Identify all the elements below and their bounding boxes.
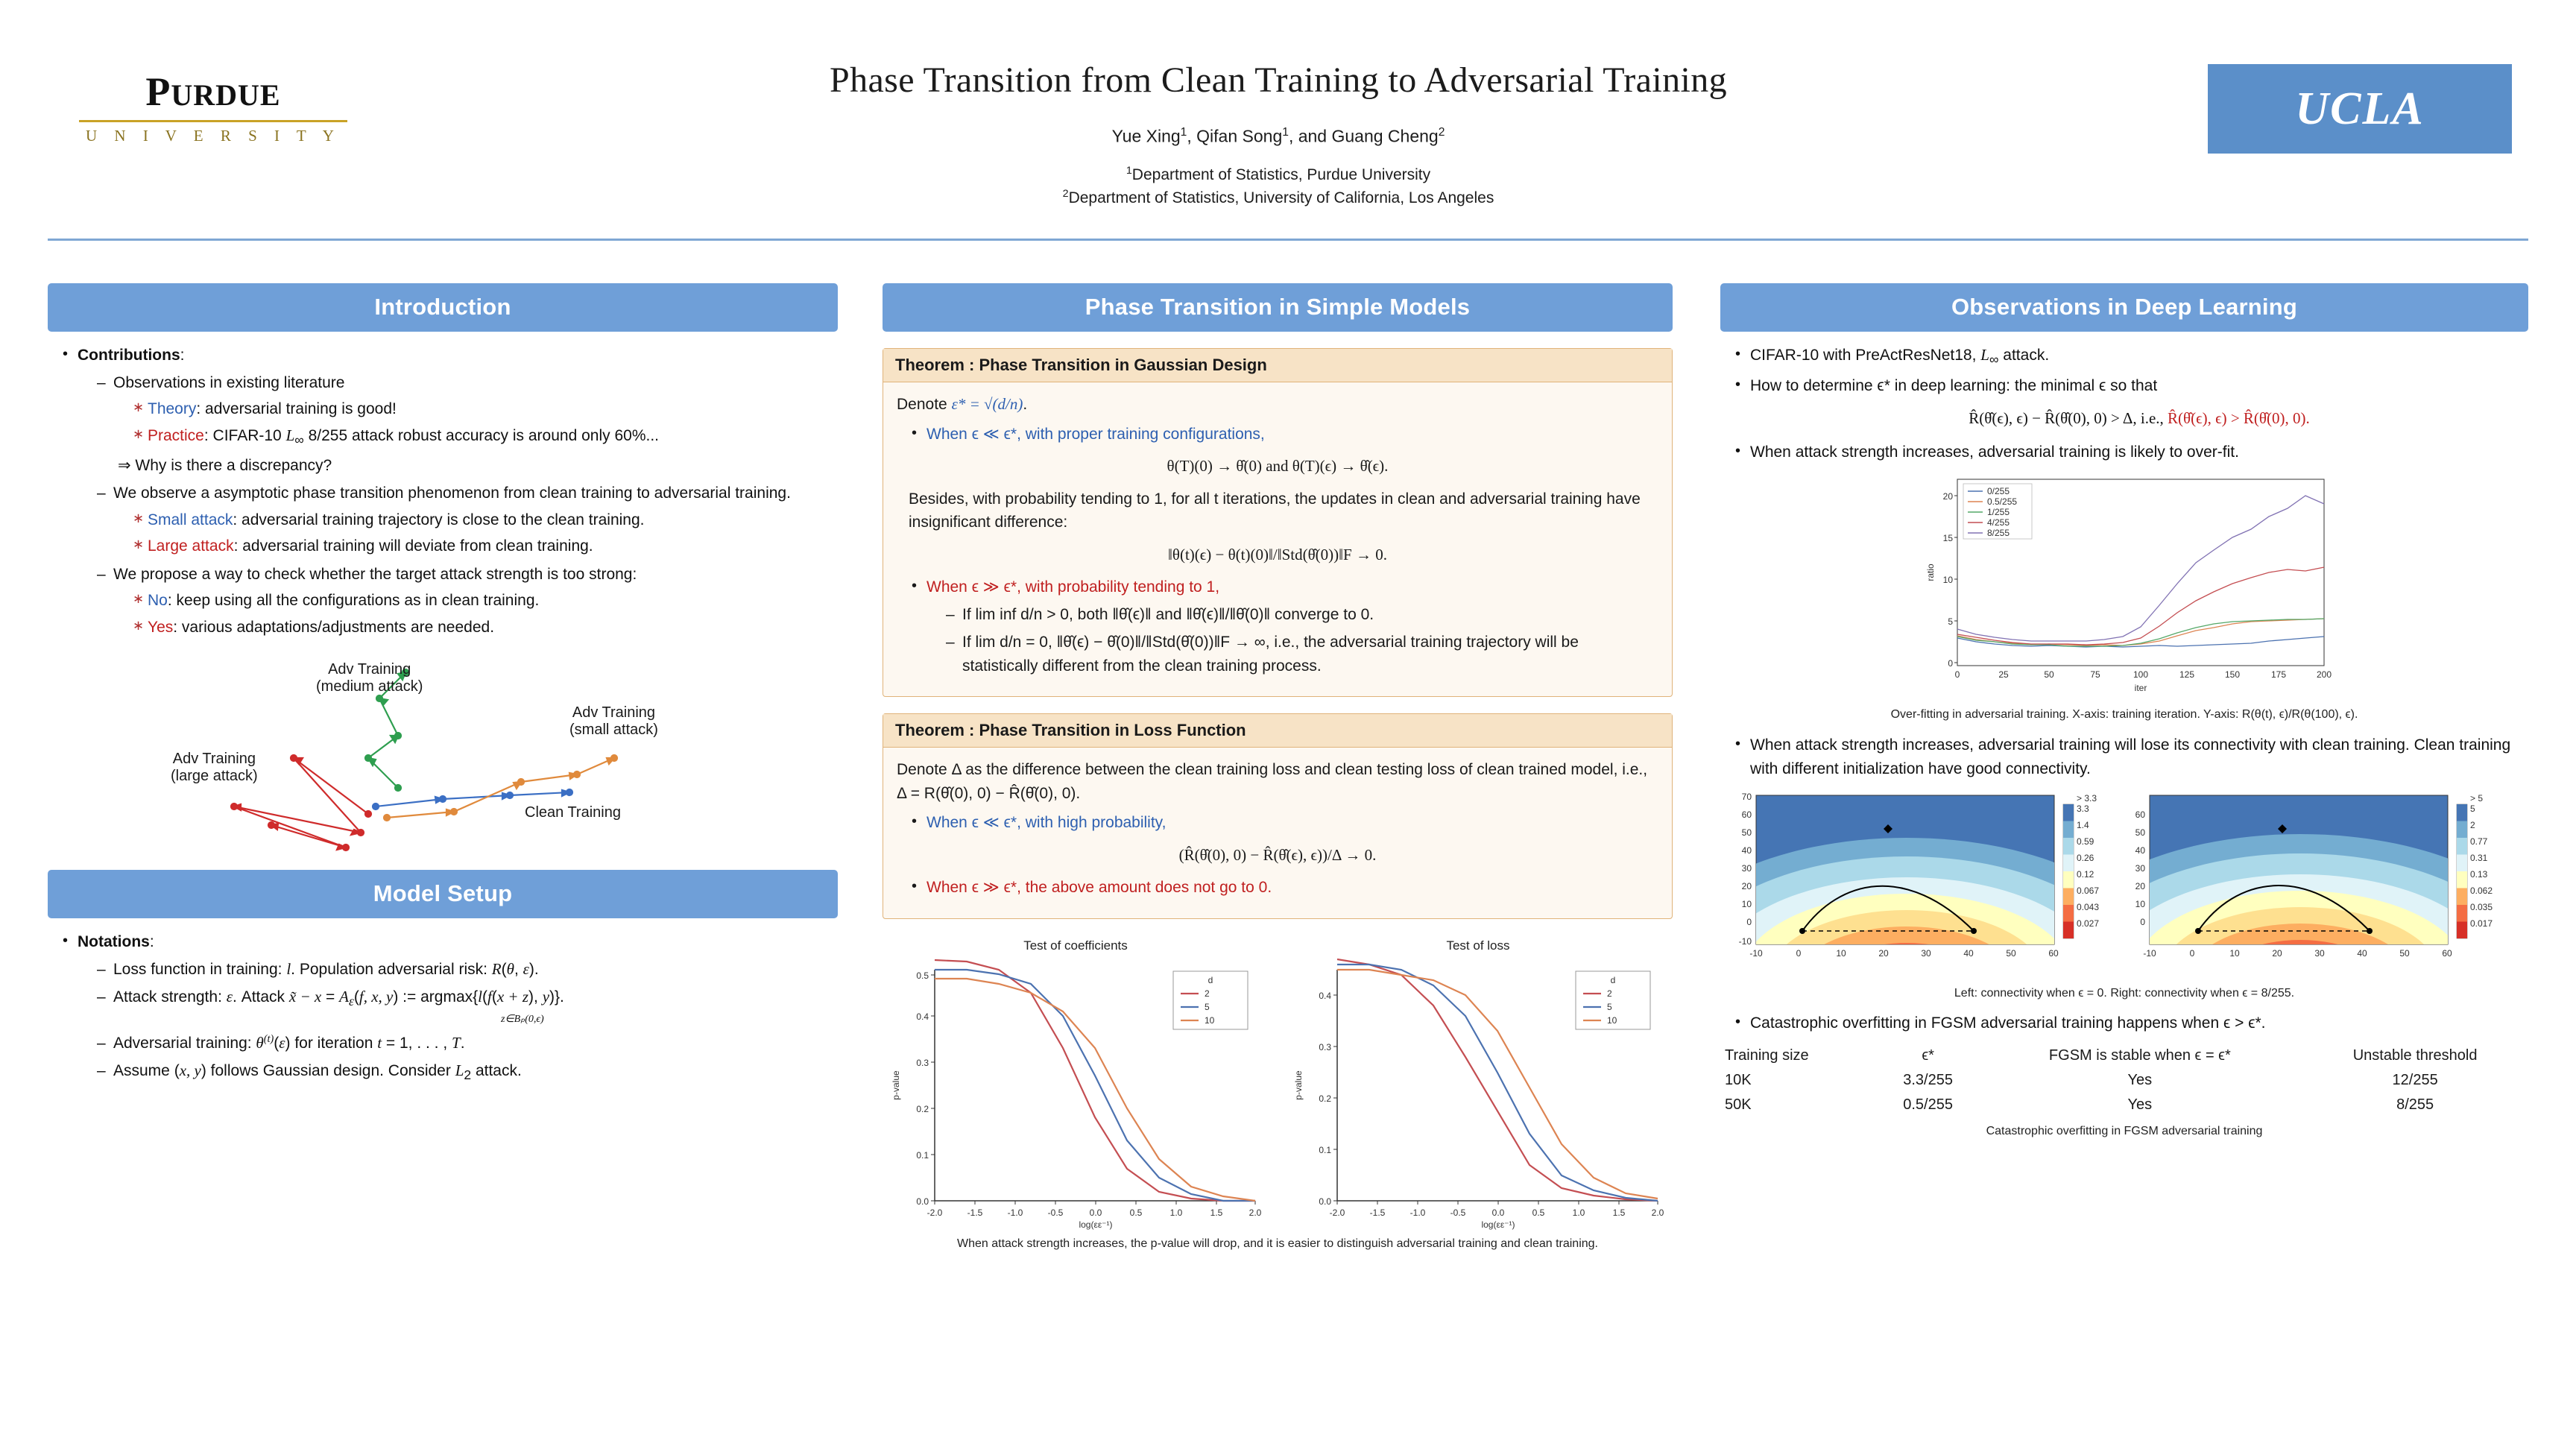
theorem-loss-heading: Theorem : Phase Transition in Loss Function: [883, 714, 1672, 748]
chart-loss-legend-title: d: [1610, 974, 1616, 985]
catastrophic-bullet: [1720, 1011, 2528, 1035]
no-text: : keep using all the configurations as in clean training.: [167, 592, 540, 610]
chart-overfitting-svg: [1720, 473, 2528, 697]
section-title-deep-learning: Observations in Deep Learning: [1720, 283, 2528, 332]
svg-text:5: 5: [1205, 1001, 1210, 1012]
svg-text:-10: -10: [2143, 948, 2156, 959]
svg-text:40: 40: [1963, 948, 1974, 959]
list-item: [912, 423, 1658, 446]
observations-label: Observations in existing literature: [113, 373, 345, 391]
table-header-row: [1720, 1044, 2528, 1068]
svg-text:0.1: 0.1: [1319, 1144, 1331, 1155]
list-item: – Loss function in training: l. Population adversarial risk: R(θ, ε).: [97, 958, 838, 982]
chart-overfitting-xlabel: iter: [2134, 682, 2147, 693]
svg-text:1.0: 1.0: [1169, 1207, 1183, 1218]
svg-text:30: 30: [2314, 948, 2325, 959]
column-right: [1720, 283, 2528, 1140]
svg-text:50: 50: [2044, 669, 2054, 680]
practice-text: : CIFAR-10 $L_\infty$ 8/255 attack robust accuracy is around only 60%...: [203, 426, 659, 447]
small-attack-text: : adversarial training trajectory is close to the clean training.: [233, 511, 645, 528]
contour-eps0-svg: [1720, 789, 2108, 976]
section-title-model-setup: Model Setup: [48, 870, 838, 918]
svg-text:175: 175: [2270, 669, 2287, 680]
svg-text:0.13: 0.13: [2470, 869, 2488, 880]
theorem1-denote: Denote ε* = √(d/n).: [897, 395, 1028, 413]
svg-text:-10: -10: [1749, 948, 1763, 959]
cell-eps-star: 0.5/255: [1903, 1096, 1953, 1114]
affiliations: [417, 163, 2139, 210]
list-item: [97, 482, 838, 558]
list-item: – Attack strength: ε. Attack x̃ − $x = A_\varepsilon(f$, x, y) := argmax{l(f(x + z), y)}. z∈Bₚ(0,ϵ): [97, 985, 838, 1026]
svg-text:1.5: 1.5: [1612, 1207, 1626, 1218]
chart-coefficients-svg: [883, 955, 1269, 1231]
svg-text:0.5/255: 0.5/255: [1987, 496, 2018, 507]
svg-text:125: 125: [2179, 669, 2195, 680]
svg-text:0.067: 0.067: [2077, 886, 2100, 897]
svg-text:0.017: 0.017: [2470, 918, 2493, 929]
svg-text:0.0: 0.0: [1089, 1207, 1102, 1218]
ucla-logo: [2208, 64, 2512, 154]
list-item: • When attack strength increases, adversarial training will lose its connectivity with clean training. Clean training with different initialization have good connectivity.: [1735, 733, 2528, 780]
svg-text:25: 25: [1998, 669, 2009, 680]
list-item: [133, 534, 838, 558]
chart-coefficients-ylabel: p-value: [891, 1070, 901, 1100]
trajectory-diagram: [48, 646, 838, 862]
svg-text:75: 75: [2090, 669, 2100, 680]
svg-text:0.59: 0.59: [2077, 836, 2094, 847]
svg-text:-1.0: -1.0: [1007, 1207, 1023, 1218]
list-item: [133, 508, 838, 532]
svg-text:1/255: 1/255: [1987, 506, 2010, 517]
large-attack-text: : adversarial training will deviate from clean training.: [233, 537, 593, 555]
table-row: [1720, 1093, 2528, 1117]
theorem-loss-function: [883, 713, 1673, 919]
svg-text:50: 50: [2399, 948, 2410, 959]
chart-coefficients-legend-title: d: [1208, 974, 1213, 985]
theorem-gaussian-body: [883, 382, 1672, 678]
pvalue-charts-caption: When attack strength increases, the p-value will drop, and it is easier to distinguish adversarial training and clean training.: [956, 1237, 1598, 1250]
svg-text:> 5: > 5: [2470, 793, 2484, 804]
cell-eps-star: 3.3/255: [1903, 1072, 1953, 1089]
cell-unstable-threshold: 8/255: [2396, 1096, 2434, 1114]
theorem2-denote: Denote Δ as the difference between the clean training loss and clean testing loss of clean trained model, i.e., Δ = R(θ̂(0), 0) − R̂(θ̂(0), 0).: [897, 761, 1648, 802]
svg-text:-2.0: -2.0: [1329, 1207, 1345, 1218]
svg-text:15: 15: [1942, 532, 1953, 543]
svg-text:0.3: 0.3: [1319, 1041, 1331, 1052]
svg-text:30: 30: [1741, 863, 1752, 874]
svg-text:0.3: 0.3: [916, 1057, 929, 1068]
purdue-subtitle: U N I V E R S I T Y: [86, 126, 341, 145]
svg-text:0.043: 0.043: [2077, 902, 2100, 913]
svg-text:30: 30: [1921, 948, 1931, 959]
list-item: • CIFAR-10 with PreActResNet18, $L_\infty$ attack.: [1735, 344, 2528, 369]
svg-text:0.5: 0.5: [1129, 1207, 1143, 1218]
svg-text:0.2: 0.2: [916, 1103, 929, 1114]
argmax-subscript: z∈Bₚ(0,ϵ): [501, 1013, 544, 1025]
svg-text:4/255: 4/255: [1987, 517, 2010, 528]
svg-text:2.0: 2.0: [1651, 1207, 1664, 1218]
author-list: Yue Xing$^1$, Qifan Song$^1$, and Guang Cheng$^2$: [1111, 126, 1445, 146]
svg-text:0: 0: [2189, 948, 2195, 959]
list-item: [1735, 374, 2528, 430]
list-item: – Assume (x, y) follows Gaussian design. Consider $L_2$ attack.: [97, 1059, 838, 1085]
th-unstable-threshold: Unstable threshold: [2352, 1047, 2478, 1064]
yes-label: Yes: [148, 618, 174, 636]
svg-text:40: 40: [1741, 845, 1752, 856]
ucla-wordmark: UCLA: [2295, 83, 2425, 134]
svg-text:0.12: 0.12: [2077, 869, 2094, 880]
cell-training-size: 10K: [1725, 1072, 1752, 1089]
svg-text:0.31: 0.31: [2470, 853, 2488, 864]
connectivity-bullet: [1720, 733, 2528, 780]
svg-text:100: 100: [2133, 669, 2149, 680]
svg-text:0: 0: [1746, 917, 1752, 928]
list-item: [133, 616, 838, 640]
svg-text:2.0: 2.0: [1248, 1207, 1262, 1218]
asymptotic-text: We observe a asymptotic phase transition phenomenon from clean training to adversarial training.: [113, 484, 791, 502]
purdue-wordmark: PURDUE: [145, 69, 281, 114]
svg-text:40: 40: [2357, 948, 2367, 959]
header-divider: [48, 239, 2528, 241]
cell-training-size: 50K: [1725, 1096, 1752, 1114]
svg-text:0.5: 0.5: [1532, 1207, 1545, 1218]
list-item: [133, 397, 838, 421]
svg-text:40: 40: [2135, 845, 2145, 856]
section-title-simple-models: Phase Transition in Simple Models: [883, 283, 1673, 332]
theory-text: : adversarial training is good!: [196, 400, 397, 417]
no-label: No: [148, 592, 168, 610]
svg-text:30: 30: [2135, 863, 2145, 874]
introduction-body: [48, 344, 838, 639]
svg-text:200: 200: [2316, 669, 2332, 680]
affiliation-1: $^1$Department of Statistics, Purdue University: [1126, 164, 1431, 183]
contour-eps-0: [1720, 789, 2108, 979]
overfitting-caption: Over-fitting in adversarial training. X-axis: training iteration. Y-axis: R(θ(t), ϵ)/R(θ(100), ϵ).: [1890, 707, 2358, 721]
contributions-label: Contributions: [78, 347, 180, 364]
svg-text:0.77: 0.77: [2470, 836, 2488, 847]
svg-text:0.062: 0.062: [2470, 886, 2493, 897]
svg-text:0.0: 0.0: [916, 1196, 929, 1207]
column-left: [48, 283, 838, 1090]
catastrophic-table: [1720, 1044, 2528, 1117]
theorem1-besides: Besides, with probability tending to 1, for all t iterations, the updates in clean and adversarial training have insignificant difference:: [909, 490, 1641, 531]
svg-text:0.035: 0.035: [2470, 902, 2493, 913]
list-item: [912, 811, 1658, 835]
svg-text:60: 60: [2135, 809, 2145, 821]
list-item: – Adversarial training: $\theta^{(t)}(\varepsilon)$ for iteration t = 1, . . . , T.: [97, 1032, 838, 1055]
svg-text:10: 10: [1741, 899, 1752, 910]
svg-text:0.26: 0.26: [2077, 853, 2094, 864]
svg-text:3.3: 3.3: [2077, 804, 2089, 815]
svg-text:-10: -10: [1738, 936, 1752, 947]
purdue-logo: [64, 66, 362, 148]
chart-overfitting: [1720, 473, 2528, 723]
svg-text:1.0: 1.0: [1572, 1207, 1585, 1218]
list-item: [133, 424, 838, 449]
svg-text:50: 50: [2135, 827, 2145, 839]
table-row: [1720, 1068, 2528, 1093]
svg-text:2: 2: [1205, 988, 1210, 999]
svg-text:5: 5: [2470, 804, 2475, 815]
svg-text:10: 10: [1607, 1014, 1617, 1026]
svg-text:10: 10: [2135, 899, 2145, 910]
cell-unstable-threshold: 12/255: [2392, 1072, 2438, 1089]
connectivity-figures: [1720, 789, 2528, 979]
purdue-divider: [79, 120, 347, 122]
deep-learning-body: [1720, 344, 2528, 464]
theorem1-when1: When ϵ ≪ ϵ*, with proper training configurations,: [926, 425, 1265, 443]
svg-text:0.1: 0.1: [916, 1149, 929, 1161]
propose-text: We propose a way to check whether the target attack strength is too strong:: [113, 565, 637, 583]
large-attack-label: Large attack: [148, 537, 234, 555]
svg-text:150: 150: [2224, 669, 2241, 680]
model-setup-body: [48, 930, 838, 1085]
contour-eps8-svg: [2120, 789, 2507, 976]
th-eps-star: ϵ*: [1922, 1047, 1934, 1064]
list-item: • When attack strength increases, adversarial training is likely to over-fit.: [1735, 441, 2528, 464]
svg-text:-1.0: -1.0: [1409, 1207, 1426, 1218]
label-clean-training: Clean Training: [525, 804, 621, 821]
column-middle: [883, 283, 1673, 1252]
svg-text:5: 5: [1607, 1001, 1612, 1012]
practice-label: Practice: [148, 426, 204, 444]
svg-text:-1.5: -1.5: [967, 1207, 983, 1218]
label-adv-large: Adv Training (large attack): [171, 751, 258, 785]
label-adv-medium: Adv Training (medium attack): [316, 661, 423, 695]
svg-text:0.4: 0.4: [916, 1011, 929, 1022]
svg-text:0.0: 0.0: [1491, 1207, 1505, 1218]
theorem-loss-body: [883, 748, 1672, 900]
svg-text:50: 50: [2006, 948, 2016, 959]
theorem-gaussian-heading: Theorem : Phase Transition in Gaussian Design: [883, 349, 1672, 382]
poster-header: [0, 0, 2576, 240]
small-attack-label: Small attack: [148, 511, 233, 528]
list-item: [97, 371, 838, 478]
chart-coefficients-xlabel: log(εε⁻¹): [1079, 1219, 1113, 1230]
list-item: – If lim inf d/n > 0, both ‖θ̂(ϵ)‖ and ‖θ̂(ϵ)‖/‖θ̂(0)‖ converge to 0.: [946, 603, 1658, 627]
yes-text: : various adaptations/adjustments are needed.: [173, 618, 495, 636]
svg-text:0: 0: [1954, 669, 1960, 680]
pvalue-charts: [883, 938, 1673, 1234]
cell-fgsm-stable: Yes: [2127, 1072, 2153, 1089]
trajectory-svg: [48, 646, 838, 862]
svg-text:60: 60: [2048, 948, 2059, 959]
theorem1-eq2: ‖θ(t)(ϵ) − θ(t)(0)‖/‖Std(θ̂(0))‖F → 0.: [1168, 545, 1387, 564]
svg-text:> 3.3: > 3.3: [2077, 793, 2097, 804]
list-item: [912, 575, 1658, 678]
svg-text:10: 10: [1942, 574, 1953, 585]
svg-text:0: 0: [2140, 917, 2145, 928]
label-adv-small: Adv Training (small attack): [569, 704, 658, 739]
svg-text:0.2: 0.2: [1319, 1093, 1331, 1104]
connectivity-caption: Left: connectivity when ϵ = 0. Right: connectivity when ϵ = 8/255.: [1954, 987, 2295, 1000]
notations-label: Notations: [78, 933, 150, 951]
page-title: Phase Transition from Clean Training to Adversarial Training: [829, 60, 1728, 100]
discrepancy-line: ⇒ Why is there a discrepancy?: [118, 456, 332, 474]
svg-text:0.5: 0.5: [916, 970, 929, 981]
svg-text:8/255: 8/255: [1987, 527, 2010, 538]
contour-eps0-colorbar: [2063, 793, 2099, 938]
svg-text:70: 70: [1741, 792, 1752, 803]
svg-text:20: 20: [1741, 881, 1752, 892]
chart-overfitting-ylabel: ratio: [1925, 564, 1936, 581]
chart-title-coefficients: Test of coefficients: [1023, 938, 1128, 953]
list-item: [133, 589, 838, 613]
svg-text:20: 20: [1878, 948, 1889, 959]
svg-text:20: 20: [2135, 881, 2145, 892]
chart-test-of-loss: [1285, 938, 1671, 1234]
svg-text:2: 2: [2470, 820, 2475, 831]
svg-text:10: 10: [1205, 1014, 1215, 1026]
chart-loss-ylabel: p-value: [1293, 1070, 1304, 1100]
cell-fgsm-stable: Yes: [2127, 1096, 2153, 1114]
title-block: [417, 60, 2139, 210]
svg-text:0.4: 0.4: [1319, 990, 1331, 1001]
svg-text:0.0: 0.0: [1319, 1196, 1331, 1207]
theorem2-when2: When ϵ ≫ ϵ*, the above amount does not go to 0.: [926, 879, 1272, 896]
list-item: • Catastrophic overfitting in FGSM adversarial training happens when ϵ > ϵ*.: [1735, 1011, 2528, 1035]
list-item: [97, 563, 838, 640]
svg-text:10: 10: [2229, 948, 2240, 959]
svg-text:10: 10: [1836, 948, 1846, 959]
svg-text:60: 60: [1741, 809, 1752, 821]
list-item: • Contributions: – Observations in existing literature ∗ Theory: adversarial training is good! ∗ Practice: CIFAR-10 $L_\infty$ 8/255 attack robust accuracy is around only 60%... ⇒ Why is there a discrepancy? – We observe a asymptotic phase transition phenomenon from clean training to adversarial training. ∗ Small attack: adversarial training trajectory is close to the clean training. ∗ Large attack: adversarial training will deviate from clean training. – We propose a way to check whether the target attack strength is too strong: ∗ No: keep using all the configurations as in clean training. ∗ Yes: various adaptations/adjustments are needed.: [63, 344, 838, 639]
contour-eps8-colorbar: [2457, 793, 2493, 938]
theorem1-when2: When ϵ ≫ ϵ*, with probability tending to 1,: [926, 578, 1220, 596]
th-training-size: Training size: [1725, 1047, 1809, 1064]
svg-text:-0.5: -0.5: [1047, 1207, 1064, 1218]
svg-text:20: 20: [1942, 490, 1953, 502]
svg-text:60: 60: [2442, 948, 2452, 959]
svg-text:-1.5: -1.5: [1369, 1207, 1386, 1218]
svg-text:20: 20: [2272, 948, 2282, 959]
svg-text:-0.5: -0.5: [1450, 1207, 1466, 1218]
affiliation-2: $^2$Department of Statistics, University of California, Los Angeles: [1062, 188, 1494, 207]
deep-learning-eq1: R̂(θ̂(ϵ), ϵ) − R̂(θ̂(0), 0) > Δ, i.e., R̂(θ̂(ϵ), ϵ) > R̂(θ̂(0), 0).: [1969, 408, 2310, 427]
svg-text:5: 5: [1948, 616, 1953, 627]
theorem1-eq1: θ(T)(0) → θ̂(0) and θ(T)(ϵ) → θ̂(ϵ).: [1167, 457, 1389, 475]
contour-eps-8-255: [2120, 789, 2507, 979]
svg-text:-2.0: -2.0: [926, 1207, 943, 1218]
list-item: – If lim d/n = 0, ‖θ̂(ϵ) − θ̂(0)‖/‖Std(θ̂(0))‖F → ∞, i.e., the adversarial training trajectory will be statistically different from the clean training process.: [946, 631, 1658, 678]
chart-title-loss: Test of loss: [1446, 938, 1510, 953]
svg-text:1.4: 1.4: [2077, 820, 2089, 831]
theorem2-eq1: (R̂(θ̂(0), 0) − R̂(θ̂(ϵ), ϵ))/Δ → 0.: [1178, 845, 1377, 864]
svg-text:1.5: 1.5: [1210, 1207, 1223, 1218]
chart-loss-svg: [1285, 955, 1671, 1231]
svg-text:0: 0: [1948, 657, 1953, 669]
section-title-introduction: Introduction: [48, 283, 838, 332]
theorem-gaussian-design: [883, 348, 1673, 697]
svg-text:0.027: 0.027: [2077, 918, 2100, 929]
svg-text:0: 0: [1796, 948, 1802, 959]
chart-test-of-coefficients: [883, 938, 1269, 1234]
svg-text:0/255: 0/255: [1987, 485, 2010, 496]
svg-text:50: 50: [1741, 827, 1752, 839]
theorem2-when1: When ϵ ≪ ϵ*, with high probability,: [926, 814, 1167, 831]
chart-loss-xlabel: log(εε⁻¹): [1481, 1219, 1515, 1230]
determine-eps-text: How to determine ϵ* in deep learning: the minimal ϵ so that: [1750, 377, 2158, 395]
th-fgsm-stable: FGSM is stable when ϵ = ϵ*: [2048, 1047, 2231, 1064]
theory-label: Theory: [148, 400, 197, 417]
svg-text:2: 2: [1607, 988, 1612, 999]
list-item: • Notations: – Loss function in training: l. Population adversarial risk: R(θ, ε). – Attack strength: ε. Attack x̃ − $x = A_\varepsilon(f$, x, y) := argmax{l(f(x + z), y)}. z∈Bₚ(0,ϵ) – Adversarial training: $\theta^{(t)}(\varepsilon)$ for iteration t = 1, . . . , T. – Assume (x, y) follows Gaussian design. Consider $L_2$ attack.: [63, 930, 838, 1085]
list-item: [912, 876, 1658, 900]
catastrophic-table-caption: Catastrophic overfitting in FGSM adversarial training: [1986, 1125, 2263, 1138]
